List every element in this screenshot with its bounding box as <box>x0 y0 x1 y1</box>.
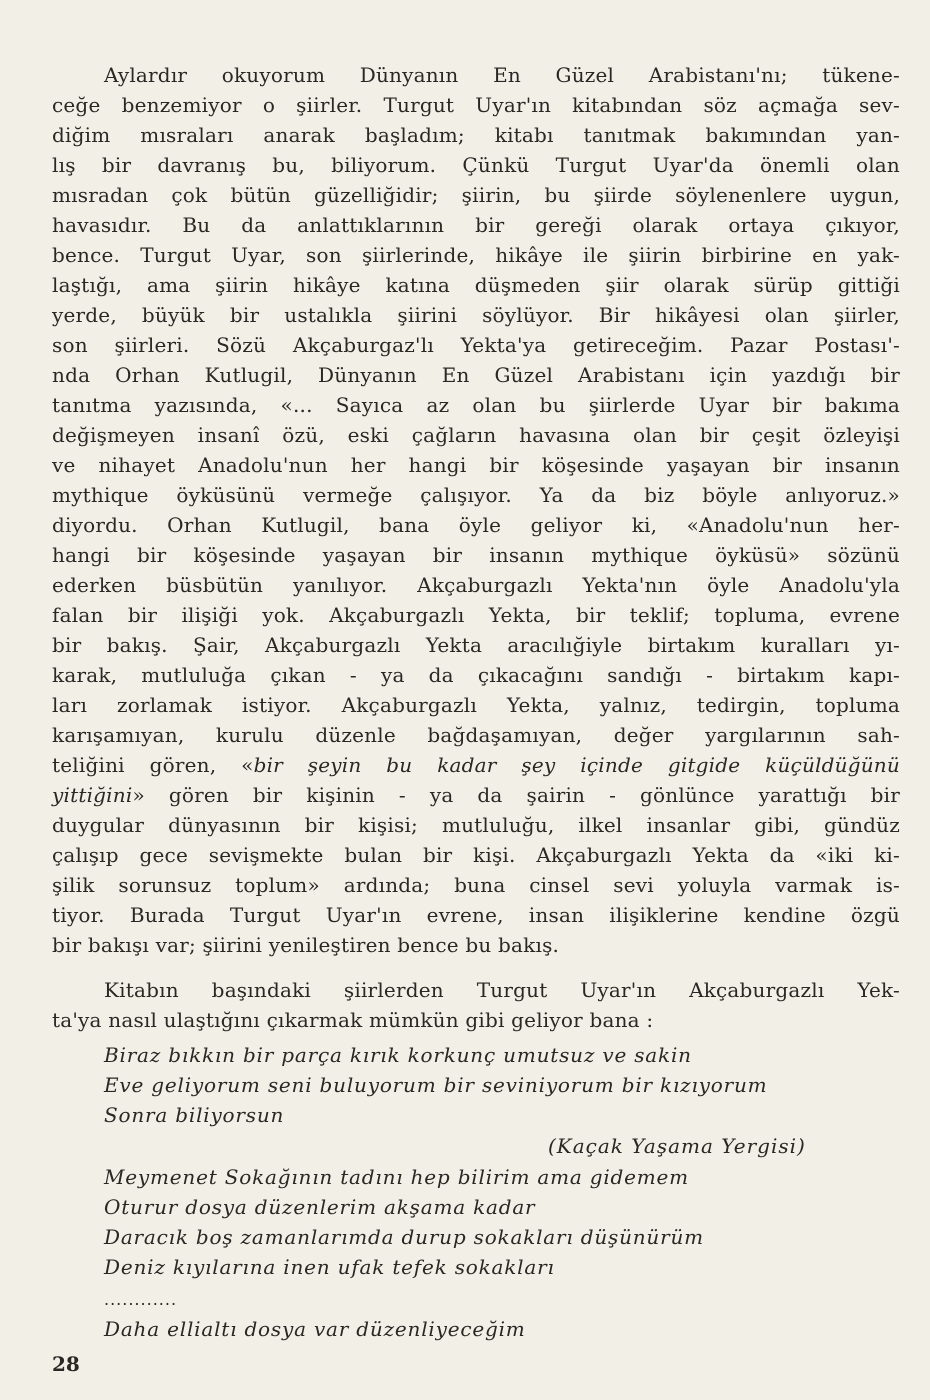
text-line: karak, mutluluğa çıkan - ya da çıkacağını sandığı - birtakım kapı- <box>52 663 900 687</box>
text-line: son şiirleri. Sözü Akçaburgaz'lı Yekta'ya getireceğim. Pazar Postası'- <box>52 333 900 357</box>
poem-source: (Kaçak Yaşama Yergisi) <box>548 1134 806 1158</box>
text-line: tanıtma yazısında, «... Sayıca az olan bu şiirlerde Uyar bir bakıma <box>52 393 900 417</box>
text-line: değişmeyen insanî özü, eski çağların havasına olan bir çeşit özleyişi <box>52 423 900 447</box>
text-line: Aylardır okuyorum Dünyanın En Güzel Arabistanı'nı; tükene- <box>104 63 900 87</box>
text-line: Kitabın başındaki şiirlerden Turgut Uyar'ın Akçaburgazlı Yek- <box>104 978 900 1002</box>
text-line-with-quote <box>52 750 900 780</box>
text-segment: teliğini gören, « <box>52 753 254 777</box>
text-line: ceğe benzemiyor o şiirler. Turgut Uyar'ın kitabından söz açmağa sev- <box>52 93 900 117</box>
text-line: çalışıp gece sevişmekte bulan bir kişi. Akçaburgazlı Yekta da «iki ki- <box>52 843 900 867</box>
text-line: ta'ya nasıl ulaştığını çıkarmak mümkün gibi geliyor bana : <box>52 1008 654 1032</box>
poem-line: Oturur dosya düzenlerim akşama kadar <box>104 1195 536 1219</box>
text-line: tiyor. Burada Turgut Uyar'ın evrene, insan ilişiklerine kendine özgü <box>52 903 900 927</box>
text-line: havasıdır. Bu da anlattıklarının bir gereği olarak ortaya çıkıyor, <box>52 213 900 237</box>
text-line: şilik sorunsuz toplum» ardında; buna cinsel sevi yoluyla varmak is- <box>52 873 900 897</box>
text-line: bir bakışı var; şiirini yenileştiren bence bu bakış. <box>52 933 560 957</box>
poem-line: Daracık boş zamanlarımda durup sokakları düşünürüm <box>104 1225 704 1249</box>
page-number: 28 <box>52 1352 80 1376</box>
text-line: laştığı, ama şiirin hikâye katına düşmeden şiir olarak sürüp gittiği <box>52 273 900 297</box>
text-line: duygular dünyasının bir kişisi; mutluluğu, ilkel insanlar gibi, gündüz <box>52 813 900 837</box>
text-line: lış bir davranış bu, biliyorum. Çünkü Turgut Uyar'da önemli olan <box>52 153 900 177</box>
text-line: mısradan çok bütün güzelliğidir; şiirin, bu şiirde söylenenlere uygun, <box>52 183 900 207</box>
text-line: mythique öyküsünü vermeğe çalışıyor. Ya da biz böyle anlıyoruz.» <box>52 483 900 507</box>
text-line: yerde, büyük bir ustalıkla şiirini söylüyor. Bir hikâyesi olan şiirler, <box>52 303 900 327</box>
text-line: diyordu. Orhan Kutlugil, bana öyle geliyor ki, «Anadolu'nun her- <box>52 513 900 537</box>
text-line: ederken büsbütün yanılıyor. Akçaburgazlı Yekta'nın öyle Anadolu'yla <box>52 573 900 597</box>
text-line: ve nihayet Anadolu'nun her hangi bir köşesinde yaşayan bir insanın <box>52 453 900 477</box>
text-line: hangi bir köşesinde yaşayan bir insanın mythique öyküsü» sözünü <box>52 543 900 567</box>
poem-line: Sonra biliyorsun <box>104 1103 285 1127</box>
quoted-italic-text: yittiğini <box>52 783 133 807</box>
poem-line: Eve geliyorum seni buluyorum bir seviniyorum bir kızıyorum <box>104 1073 768 1097</box>
poem-line: Meymenet Sokağının tadını hep bilirim ama gidemem <box>104 1165 689 1189</box>
text-line: bence. Turgut Uyar, son şiirlerinde, hikâye ile şiirin birbirine en yak- <box>52 243 900 267</box>
text-line: falan bir ilişiği yok. Akçaburgazlı Yekta, bir teklif; topluma, evrene <box>52 603 900 627</box>
text-line: karışamıyan, kurulu düzenle bağdaşamıyan, değer yargılarının sah- <box>52 723 900 747</box>
text-segment: » gören bir kişinin - ya da şairin - gönlünce yarattığı bir <box>132 783 900 807</box>
text-line-with-quote <box>52 780 900 810</box>
text-line: bir bakış. Şair, Akçaburgazlı Yekta aracılığiyle birtakım kuralları yı- <box>52 633 900 657</box>
poem-line: Deniz kıyılarına inen ufak tefek sokakları <box>104 1255 555 1279</box>
text-line: ları zorlamak istiyor. Akçaburgazlı Yekta, yalnız, tedirgin, topluma <box>52 693 900 717</box>
poem-line: Biraz bıkkın bir parça kırık korkunç umutsuz ve sakin <box>104 1043 692 1067</box>
poem-line: Daha ellialtı dosya var düzenliyeceğim <box>104 1317 526 1341</box>
poem-ellipsis: ............ <box>104 1290 178 1309</box>
text-line: diğim mısraları anarak başladım; kitabı tanıtmak bakımından yan- <box>52 123 900 147</box>
text-line: nda Orhan Kutlugil, Dünyanın En Güzel Arabistanı için yazdığı bir <box>52 363 900 387</box>
quoted-italic-text: bir şeyin bu kadar şey içinde gitgide küçüldüğünü <box>253 753 900 777</box>
